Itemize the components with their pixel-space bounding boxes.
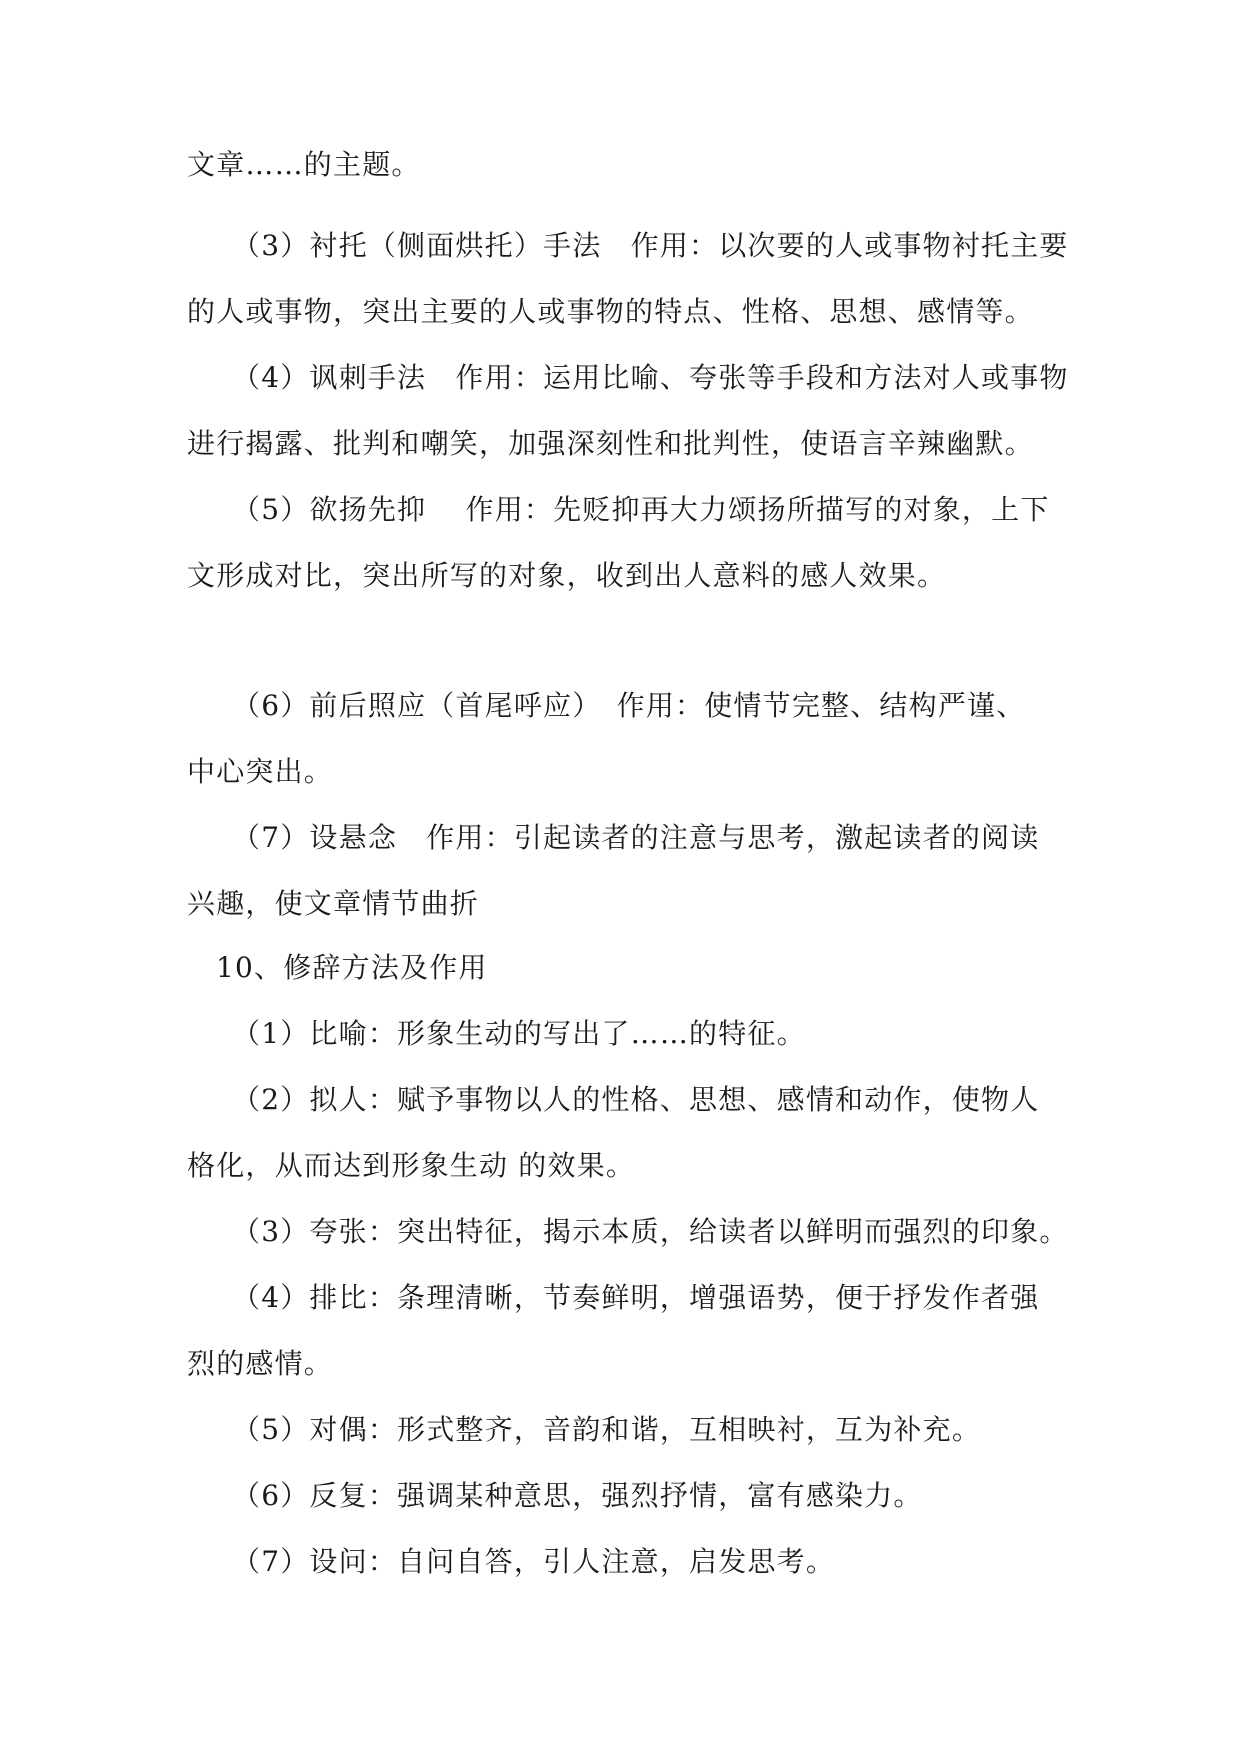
text-line-echoing-cont: 中心突出。 [187,755,334,788]
text-line-echoing: （6）前后照应（首尾呼应） 作用：使情节完整、结构严谨、 [232,689,1026,722]
text-line-satire-technique-cont: 进行揭露、批判和嘲笑，加强深刻性和批判性，使语言辛辣幽默。 [187,427,1034,460]
text-line-personification-cont: 格化，从而达到形象生动 的效果。 [187,1149,636,1182]
text-line-suspense: （7）设悬念 作用：引起读者的注意与思考，激起读者的阅读 [232,821,1040,854]
text-line-rhetorical-question: （7）设问：自问自答，引人注意，启发思考。 [232,1545,836,1578]
text-line-hyperbole: （3）夸张：突出特征，揭示本质，给读者以鲜明而强烈的印象。 [232,1215,1069,1248]
text-line-antithesis: （5）对偶：形式整齐，音韵和谐，互相映衬，互为补充。 [232,1413,982,1446]
text-line-suppress-before-praise-cont: 文形成对比，突出所写的对象，收到出人意料的感人效果。 [187,559,947,592]
text-line-suspense-cont: 兴趣，使文章情节曲折 [187,887,480,920]
text-line-metaphor: （1）比喻：形象生动的写出了……的特征。 [232,1017,806,1050]
text-line-parallelism-cont: 烈的感情。 [187,1347,334,1380]
text-line-repetition: （6）反复：强调某种意思，强烈抒情，富有感染力。 [232,1479,923,1512]
text-line-parallelism: （4）排比：条理清晰，节奏鲜明，增强语势，便于抒发作者强 [232,1281,1040,1314]
text-line-satire-technique: （4）讽刺手法 作用：运用比喻、夸张等手段和方法对人或事物 [232,361,1069,394]
text-line-suppress-before-praise: （5）欲扬先抑 作用：先贬抑再大力颂扬所描写的对象，上下 [232,493,1050,526]
section-heading-rhetoric: 10、修辞方法及作用 [216,951,488,984]
text-line-personification: （2）拟人：赋予事物以人的性格、思想、感情和动作，使物人 [232,1083,1040,1116]
text-line-contrast-technique-cont: 的人或事物，突出主要的人或事物的特点、性格、思想、感情等。 [187,295,1034,328]
text-line-contrast-technique: （3）衬托（侧面烘托）手法 作用：以次要的人或事物衬托主要 [232,229,1069,262]
text-line-theme-end: 文章……的主题。 [187,148,421,181]
